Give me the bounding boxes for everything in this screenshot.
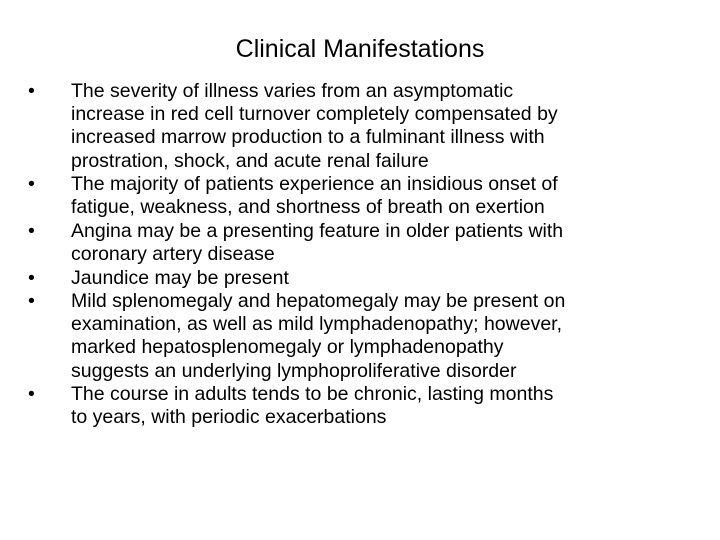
- bullet-text-line: fatigue, weakness, and shortness of breath on exertion: [71, 196, 545, 219]
- bullet-text-line: to years, with periodic exacerbations: [71, 406, 387, 429]
- bullet-text-line: Angina may be a presenting feature in older patients with: [71, 219, 564, 242]
- bullet-dot-icon: •: [28, 173, 35, 196]
- bullet-text-line: Mild splenomegaly and hepatomegaly may be present on: [71, 290, 566, 313]
- bullet-dot-icon: •: [28, 219, 35, 242]
- bullet-item: [28, 267, 696, 290]
- bullet-item: [28, 173, 696, 219]
- bullet-dot-icon: •: [28, 80, 35, 102]
- bullet-dot-icon: •: [28, 290, 35, 313]
- bullet-text-line: increased marrow production to a fulminant illness with: [71, 126, 545, 149]
- bullet-text-line: The severity of illness varies from an asymptomatic: [71, 80, 514, 102]
- bullet-text-line: Jaundice may be present: [71, 266, 289, 289]
- bullet-text-line: increase in red cell turnover completely compensated by: [71, 103, 558, 126]
- slide-title: Clinical Manifestations: [235, 35, 485, 63]
- bullet-dot-icon: •: [28, 383, 35, 406]
- bullet-item: [28, 220, 696, 266]
- bullet-dot-icon: •: [28, 266, 35, 289]
- bullet-item: [28, 383, 696, 429]
- bullet-text-line: prostration, shock, and acute renal failure: [71, 149, 429, 172]
- bullet-text-line: suggests an underlying lymphoproliferative disorder: [71, 359, 517, 382]
- bullet-text-line: The course in adults tends to be chronic, lasting months: [71, 383, 554, 406]
- bullet-item: [28, 290, 696, 383]
- bullet-text-line: coronary artery disease: [71, 243, 275, 266]
- bullet-item: [28, 80, 696, 173]
- bullet-text-line: marked hepatosplenomegaly or lymphadenopathy: [71, 336, 504, 359]
- bullet-text-line: The majority of patients experience an insidious onset of: [71, 173, 558, 196]
- bullet-list: [28, 80, 696, 430]
- bullet-text-line: examination, as well as mild lymphadenopathy; however,: [71, 313, 563, 336]
